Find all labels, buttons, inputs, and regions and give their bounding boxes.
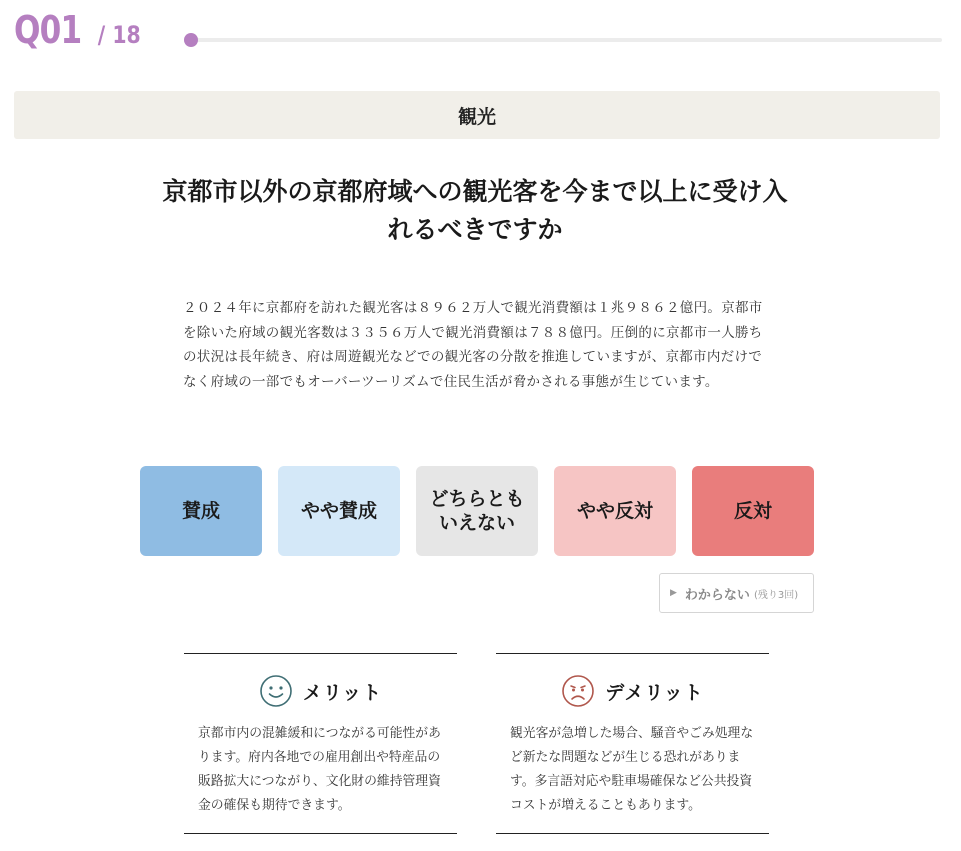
question-total: / 18 (97, 21, 141, 49)
demerit-header (496, 674, 769, 708)
answer-somewhat-agree-button[interactable]: やや賛成 (278, 466, 400, 556)
merit-text: 京都市内の混雑緩和につながる可能性があります。府内各地での雇用創出や特産品の販路拡大につながり、文化財の維持管理資金の確保も期待できます。 (198, 726, 441, 813)
play-icon: ▶ (670, 588, 677, 598)
question-line-1: 京都市以外の京都府域への観光客を今まで以上に受け入 (162, 177, 788, 206)
question-counter (14, 8, 145, 52)
demerit-title: デメリット (605, 681, 704, 704)
answer-somewhat-disagree-button[interactable]: やや反対 (554, 466, 676, 556)
skip-remaining: (残り3回) (753, 589, 799, 601)
answer-options (140, 466, 814, 556)
answer-disagree-button[interactable]: 反対 (692, 466, 814, 556)
skip-label: わからない (684, 587, 750, 603)
skip-button[interactable] (659, 573, 814, 613)
category-label: 観光 (14, 91, 940, 139)
smile-face-icon (259, 674, 293, 708)
question-description: ２０２４年に京都府を訪れた観光客は８９６２万人で観光消費額は１兆９８６２億円。京都市を除いた府域の観光客数は３３５６万人で観光消費額は７８８億円。圧倒的に京都市一人勝ちの状況は長年続き、府は周遊観光などでの観光客の分散を推進していますが、京都市内だけでなく府域の一部でもオーバーツーリズムで住民生活が脅かされる事態が生じています。 (183, 300, 763, 390)
progress-track (190, 38, 942, 42)
demerit-text: 観光客が急増した場合、騒音やごみ処理など新たな問題などが生じる恐れがあります。多言語対応や駐車場確保など公共投資コストが増えることもあります。 (510, 726, 754, 813)
progress-bar (184, 31, 942, 49)
question-title (120, 173, 830, 249)
merit-panel (184, 653, 457, 834)
merit-header (184, 674, 457, 708)
answer-neutral-button[interactable]: どちらとも いえない (416, 466, 538, 556)
question-line-2: れるべきですか (387, 215, 563, 244)
demerit-panel (496, 653, 769, 834)
merit-title: メリット (302, 681, 383, 704)
question-number: Q01 (14, 8, 82, 52)
frown-face-icon (561, 674, 595, 708)
answer-agree-button[interactable]: 賛成 (140, 466, 262, 556)
progress-indicator (184, 33, 198, 47)
